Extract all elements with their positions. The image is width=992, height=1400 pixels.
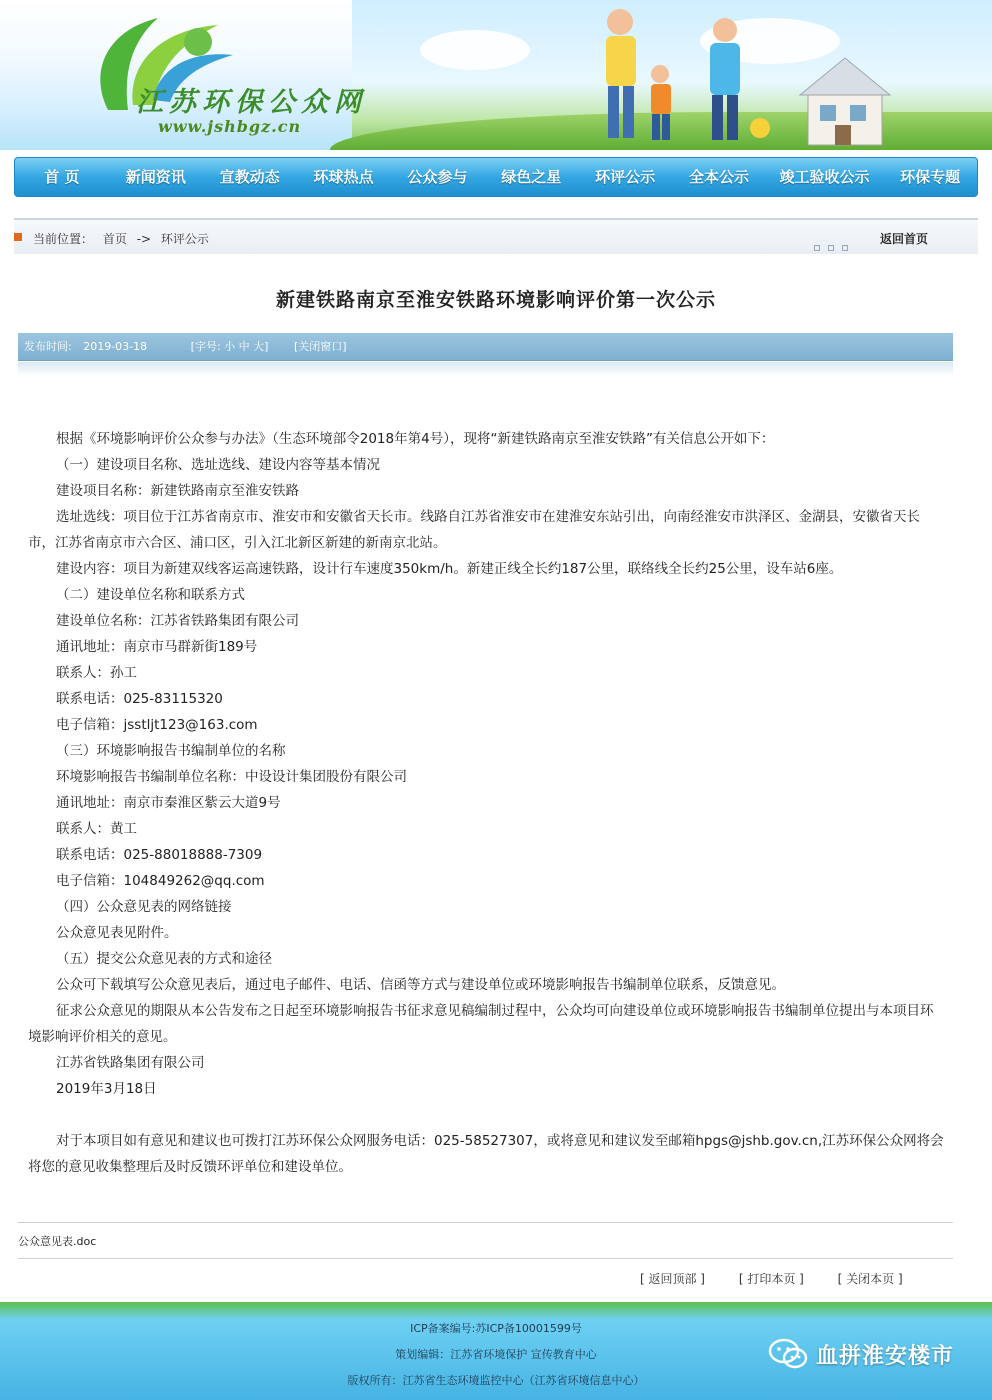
article-body <box>28 426 944 1180</box>
wechat-account-name: 血拼淮安楼市 <box>816 1343 955 1369</box>
article-paragraph: 建设单位名称：江苏省铁路集团有限公司 <box>56 613 299 629</box>
header-banner <box>0 0 992 150</box>
footer-editor: 策划编辑：江苏省环境保护 宣传教育中心 <box>395 1348 597 1361</box>
family-illustration <box>560 0 800 150</box>
wechat-watermark <box>768 1336 954 1372</box>
divider <box>18 1222 953 1223</box>
breadcrumb-label: 当前位置： <box>33 232 94 246</box>
print-page-button[interactable]: [ 打印本页 ] <box>738 1272 804 1286</box>
house-illustration <box>790 50 910 150</box>
article-paragraph: （一）建设项目名称、选址选线、建设内容等基本情况 <box>56 457 380 473</box>
article-actions <box>640 1270 933 1287</box>
footer-icp[interactable]: ICP备案编号:苏ICP备10001599号 <box>410 1322 582 1335</box>
nav-item-green-star[interactable]: 绿色之星 <box>501 168 562 186</box>
article-title: 新建铁路南京至淮安铁路环境影响评价第一次公示 <box>275 289 716 311</box>
breadcrumb-separator: -> <box>136 232 152 246</box>
breadcrumb-path <box>33 230 215 247</box>
site-url[interactable]: www.jshbgz.cn <box>158 117 302 136</box>
article-paragraph: （五）提交公众意见表的方式和途径 <box>56 951 272 967</box>
article-paragraph: 联系电话：025-88018888-7309 <box>56 847 263 863</box>
nav-item-home[interactable]: 首 页 <box>44 168 80 186</box>
close-page-button[interactable]: [ 关闭本页 ] <box>837 1272 903 1286</box>
article-meta-bar <box>18 333 953 361</box>
nav-item-acceptance[interactable]: 竣工验收公示 <box>779 168 870 186</box>
article-paragraph: （三）环境影响报告书编制单位的名称 <box>56 743 286 759</box>
site-name[interactable]: 江苏环保公众网 <box>136 87 367 118</box>
article-paragraph: 江苏省铁路集团有限公司 <box>56 1055 205 1071</box>
breadcrumb <box>14 218 978 254</box>
article-paragraph: （二）建设单位名称和联系方式 <box>56 587 245 603</box>
attachment-link[interactable]: 公众意见表.doc <box>18 1235 97 1248</box>
article-paragraph: 环境影响报告书编制单位名称：中设设计集团股份有限公司 <box>56 769 407 785</box>
breadcrumb-current[interactable]: 环评公示 <box>160 232 209 246</box>
article-paragraph: 联系电话：025-83115320 <box>56 691 223 707</box>
nav-item-full-notice[interactable]: 全本公示 <box>688 168 749 186</box>
dots-decoration <box>814 236 856 255</box>
article-paragraph: （四）公众意见表的网络链接 <box>56 899 232 915</box>
article-paragraph: 通讯地址：南京市秦淮区紫云大道9号 <box>56 795 281 811</box>
nav-item-eia-notice[interactable]: 环评公示 <box>595 168 656 186</box>
main-nav <box>14 157 978 197</box>
bullet-icon <box>14 233 22 241</box>
publish-date: 2019-03-18 <box>83 340 148 353</box>
nav-item-news[interactable]: 新闻资讯 <box>125 168 186 186</box>
article-paragraph: 选址选线：项目位于江苏省南京市、淮安市和安徽省天长市。线路自江苏省淮安市在建淮安东站引出，向南经淮安市洪泽区、金湖县，安徽省天长市，江苏省南京市六合区、浦口区，引入江北新区新建的新南京北站。 <box>28 509 920 551</box>
article-paragraph: 2019年3月18日 <box>56 1081 157 1097</box>
meta-bar-shadow <box>18 362 953 376</box>
article-paragraph: 公众可下载填写公众意见表后，通过电子邮件、电话、信函等方式与建设单位或环境影响报告书编制单位联系，反馈意见。 <box>56 977 785 993</box>
footer-copyright: 版权所有：江苏省生态环境监控中心（江苏省环境信息中心） <box>347 1374 645 1387</box>
nav-item-participation[interactable]: 公众参与 <box>407 168 468 186</box>
article-paragraph: 联系人：孙工 <box>56 665 137 681</box>
back-to-top-button[interactable]: [ 返回顶部 ] <box>640 1272 705 1286</box>
article-paragraph: 通讯地址：南京市马群新街189号 <box>56 639 258 655</box>
nav-item-education[interactable]: 宣教动态 <box>219 168 280 186</box>
nav-item-topics[interactable]: 环保专题 <box>900 168 961 186</box>
font-size-control[interactable]: [字号: 小 中 大] <box>190 340 269 353</box>
back-home-link[interactable]: 返回首页 <box>880 232 929 246</box>
cloud-decoration <box>420 30 530 70</box>
wechat-icon <box>768 1338 808 1370</box>
article-paragraph: 公众意见表见附件。 <box>56 925 178 941</box>
breadcrumb-home-link[interactable]: 首页 <box>102 232 127 246</box>
publish-label: 发布时间: <box>24 340 72 353</box>
article-paragraph: 电子信箱：jsstljt123@163.com <box>56 717 258 733</box>
close-window-link[interactable]: [关闭窗口] <box>293 340 347 353</box>
article-paragraph: 对于本项目如有意见和建议也可拨打江苏环保公众网服务电话：025-58527307，或将意见和建议发至邮箱hpgs@jshb.gov.cn,江苏环保公众网将会将您的意见收集整理后及时反馈环评单位和建设单位。 <box>28 1133 944 1175</box>
nav-item-global[interactable]: 环球热点 <box>313 168 374 186</box>
article-spacer <box>28 1102 944 1128</box>
article-paragraph: 建设内容：项目为新建双线客运高速铁路，设计行车速度350km/h。新建正线全长约187公里，联络线全长约25公里，设车站6座。 <box>56 561 843 577</box>
article-paragraph: 电子信箱：104849262@qq.com <box>56 873 265 889</box>
article-paragraph: 征求公众意见的期限从本公告发布之日起至环境影响报告书征求意见稿编制过程中，公众均可向建设单位或环境影响报告书编制单位提出与本项目环境影响评价相关的意见。 <box>28 1003 934 1045</box>
article-paragraph: 联系人：黄工 <box>56 821 137 837</box>
article-paragraph: 建设项目名称：新建铁路南京至淮安铁路 <box>56 483 299 499</box>
article-paragraph: 根据《环境影响评价公众参与办法》（生态环境部令2018年第4号），现将“新建铁路南京至淮安铁路”有关信息公开如下： <box>56 431 775 447</box>
divider <box>18 1258 953 1259</box>
